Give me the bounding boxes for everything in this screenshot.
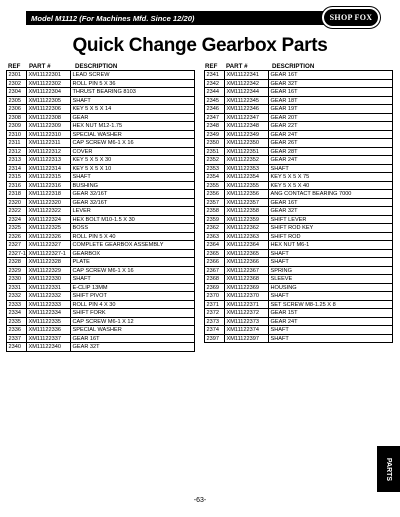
part-number-cell: XM11122302 — [27, 80, 71, 88]
table-row — [7, 182, 195, 191]
ref-cell: 2332 — [7, 292, 27, 300]
table-row — [205, 292, 393, 301]
ref-cell: 2345 — [205, 97, 225, 105]
ref-cell: 2329 — [7, 267, 27, 275]
ref-cell: 2397 — [205, 335, 225, 343]
description-cell: COMPLETE GEARBOX ASSEMBLY — [71, 241, 195, 249]
ref-cell: 2350 — [205, 139, 225, 147]
description-cell: SPECIAL WASHER — [71, 326, 195, 334]
ref-cell: 2313 — [7, 156, 27, 164]
ref-cell: 2326 — [7, 233, 27, 241]
part-number-cell: XM11122366 — [225, 258, 269, 266]
part-number-cell: XM11122344 — [225, 88, 269, 96]
ref-cell: 2357 — [205, 199, 225, 207]
description-cell: SPECIAL WASHER — [71, 131, 195, 139]
description-cell: SHAFT — [71, 275, 195, 283]
table-row — [7, 250, 195, 259]
description-cell: GEARBOX — [71, 250, 195, 258]
table-row — [205, 224, 393, 233]
ref-cell: 2327 — [7, 241, 27, 249]
ref-cell: 2364 — [205, 241, 225, 249]
description-header: DESCRIPTION — [75, 63, 118, 70]
table-row — [7, 284, 195, 293]
description-cell: ROLL PIN 5 X 40 — [71, 233, 195, 241]
part-number-cell: XM11122341 — [225, 71, 269, 79]
table-row — [205, 233, 393, 242]
ref-cell: 2372 — [205, 309, 225, 317]
table-row — [205, 122, 393, 131]
ref-cell: 2366 — [205, 258, 225, 266]
table-row — [205, 148, 393, 157]
table-row — [205, 165, 393, 174]
table-row — [205, 318, 393, 327]
ref-cell: 2333 — [7, 301, 27, 309]
description-cell: HEX NUT M6-1 — [269, 241, 393, 249]
part-number-cell: XM11122337 — [27, 335, 71, 343]
table-row — [205, 275, 393, 284]
description-cell: GEAR 32T — [71, 343, 195, 351]
part-number-cell: XM11122320 — [27, 199, 71, 207]
description-cell: BUSHING — [71, 182, 195, 190]
left-parts-table — [6, 70, 195, 352]
ref-cell: 2347 — [205, 114, 225, 122]
table-row — [7, 131, 195, 140]
description-cell: GEAR 16T — [269, 199, 393, 207]
ref-cell: 2359 — [205, 216, 225, 224]
part-number-cell: XM11122363 — [225, 233, 269, 241]
ref-cell: 2355 — [205, 182, 225, 190]
ref-cell: 2373 — [205, 318, 225, 326]
description-cell: SHAFT — [71, 97, 195, 105]
ref-cell: 2318 — [7, 190, 27, 198]
part-number-cell: XM11122309 — [27, 122, 71, 130]
part-number-cell: XM11122310 — [27, 131, 71, 139]
description-cell: GEAR 16T — [269, 88, 393, 96]
part-number-cell: XM11122340 — [27, 343, 71, 351]
ref-cell: 2327-1 — [8, 250, 26, 257]
shop-fox-logo — [321, 6, 381, 29]
table-row — [7, 267, 195, 276]
ref-cell: 2374 — [205, 326, 225, 334]
description-cell: GEAR 15T — [269, 309, 393, 317]
table-row — [205, 326, 393, 335]
ref-cell: 2342 — [205, 80, 225, 88]
part-number-cell: XM11122327-1 — [27, 250, 71, 258]
part-number-cell: XM11122312 — [27, 148, 71, 156]
ref-cell: 2308 — [7, 114, 27, 122]
part-number-cell: XM11122371 — [225, 301, 269, 309]
description-cell: ANG CONTACT BEARING 7000 — [269, 190, 393, 198]
part-number-cell: XM11122352 — [225, 156, 269, 164]
table-row — [205, 301, 393, 310]
part-number-cell: XM11122301 — [27, 71, 71, 79]
description-cell: SHAFT — [269, 326, 393, 334]
description-cell: GEAR 19T — [269, 105, 393, 113]
ref-cell: 2335 — [7, 318, 27, 326]
table-row — [205, 335, 393, 344]
ref-cell: 2363 — [205, 233, 225, 241]
table-row — [205, 267, 393, 276]
description-cell: CAP SCREW M6-1 X 16 — [71, 267, 195, 275]
ref-cell: 2337 — [7, 335, 27, 343]
description-cell: GEAR 16T — [71, 335, 195, 343]
part-number-cell: XM11122305 — [27, 97, 71, 105]
part-number-cell: XM11122345 — [225, 97, 269, 105]
part-number-cell: XM11122357 — [225, 199, 269, 207]
part-number-cell: XM11122370 — [225, 292, 269, 300]
ref-cell: 2346 — [205, 105, 225, 113]
description-cell: KEY 5 X 5 X 10 — [71, 165, 195, 173]
ref-cell: 2340 — [7, 343, 27, 351]
part-number-cell: XM11122318 — [27, 190, 71, 198]
part-number-cell: XM11122351 — [225, 148, 269, 156]
ref-cell: 2314 — [7, 165, 27, 173]
description-cell: SHIFT LEVER — [269, 216, 393, 224]
ref-cell: 2362 — [205, 224, 225, 232]
table-row — [7, 241, 195, 250]
description-cell: KEY 5 X 5 X 30 — [71, 156, 195, 164]
part-number-cell: XM11122374 — [225, 326, 269, 334]
ref-cell: 2348 — [205, 122, 225, 130]
model-header-text: Model M1112 (For Machines Mfd. Since 12/20) — [31, 13, 195, 23]
part-number-cell: XM11122334 — [27, 309, 71, 317]
ref-cell: 2369 — [205, 284, 225, 292]
description-cell: GEAR 16T — [269, 71, 393, 79]
description-header: DESCRIPTION — [272, 63, 315, 70]
table-row — [205, 88, 393, 97]
description-cell: HOUSING — [269, 284, 393, 292]
table-row — [7, 335, 195, 344]
table-row — [205, 309, 393, 318]
part-number-cell: XM11122362 — [225, 224, 269, 232]
part-number-cell: XM11122316 — [27, 182, 71, 190]
ref-cell: 2358 — [205, 207, 225, 215]
description-cell: GEAR 18T — [269, 97, 393, 105]
description-cell: COVER — [71, 148, 195, 156]
table-row — [7, 301, 195, 310]
ref-header: REF — [8, 63, 21, 70]
part-header: PART # — [29, 63, 51, 70]
side-tab-label: PARTS — [385, 457, 392, 481]
table-row — [205, 250, 393, 259]
description-cell: SHAFT — [269, 292, 393, 300]
description-cell: CAP SCREW M6-1 X 16 — [71, 139, 195, 147]
part-number-cell: XM11122335 — [27, 318, 71, 326]
part-number-cell: XM11122373 — [225, 318, 269, 326]
table-row — [205, 199, 393, 208]
table-row — [7, 80, 195, 89]
part-number-cell: XM11122333 — [27, 301, 71, 309]
ref-cell: 2371 — [205, 301, 225, 309]
parts-section-tab — [377, 446, 400, 492]
table-row — [205, 114, 393, 123]
ref-cell: 2365 — [205, 250, 225, 258]
description-cell: SHAFT — [269, 165, 393, 173]
part-number-cell: XM11122365 — [225, 250, 269, 258]
ref-cell: 2315 — [7, 173, 27, 181]
ref-cell: 2331 — [7, 284, 27, 292]
table-row — [205, 258, 393, 267]
description-cell: GEAR — [71, 114, 195, 122]
ref-cell: 2328 — [7, 258, 27, 266]
part-number-cell: XM11122368 — [225, 275, 269, 283]
description-cell: GEAR 24T — [269, 318, 393, 326]
part-number-cell: XM11122313 — [27, 156, 71, 164]
ref-cell: 2309 — [7, 122, 27, 130]
ref-cell: 2370 — [205, 292, 225, 300]
description-cell: GEAR 32/16T — [71, 199, 195, 207]
description-cell: KEY 5 X 5 X 14 — [71, 105, 195, 113]
part-number-cell: XM11122372 — [225, 309, 269, 317]
part-number-cell: XM11122354 — [225, 173, 269, 181]
table-row — [7, 156, 195, 165]
part-number-cell: XM11122346 — [225, 105, 269, 113]
ref-cell: 2324 — [7, 216, 27, 224]
ref-cell: 2316 — [7, 182, 27, 190]
description-cell: SHAFT — [269, 250, 393, 258]
table-row — [7, 233, 195, 242]
table-row — [7, 190, 195, 199]
ref-cell: 2302 — [7, 80, 27, 88]
ref-cell: 2354 — [205, 173, 225, 181]
ref-cell: 2310 — [7, 131, 27, 139]
part-number-cell: XM11122342 — [225, 80, 269, 88]
part-number-cell: XM11122311 — [27, 139, 71, 147]
description-cell: SHIFT FORK — [71, 309, 195, 317]
ref-cell: 2356 — [205, 190, 225, 198]
description-cell: ROLL PIN 4 X 30 — [71, 301, 195, 309]
part-number-cell: XM11122329 — [27, 267, 71, 275]
part-number-cell: XM11122327 — [27, 241, 71, 249]
description-cell: SHIFT ROD KEY — [269, 224, 393, 232]
table-row — [205, 190, 393, 199]
part-number-cell: XM11122306 — [27, 105, 71, 113]
ref-cell: 2312 — [7, 148, 27, 156]
part-number-cell: XM11122364 — [225, 241, 269, 249]
table-row — [205, 284, 393, 293]
description-cell: SHAFT — [71, 173, 195, 181]
part-number-cell: XM11122324 — [27, 216, 71, 224]
part-header: PART # — [226, 63, 248, 70]
page-number: -63- — [193, 497, 207, 504]
table-row — [7, 275, 195, 284]
ref-cell: 2301 — [7, 71, 27, 79]
table-row — [205, 105, 393, 114]
ref-cell: 2353 — [205, 165, 225, 173]
table-row — [7, 318, 195, 327]
description-cell: GEAR 24T — [269, 131, 393, 139]
table-row — [7, 122, 195, 131]
description-cell: GEAR 20T — [269, 114, 393, 122]
table-row — [7, 292, 195, 301]
ref-cell: 2311 — [7, 139, 27, 147]
table-row — [7, 148, 195, 157]
table-row — [7, 199, 195, 208]
ref-cell: 2336 — [7, 326, 27, 334]
table-row — [205, 241, 393, 250]
description-cell: LEVER — [71, 207, 195, 215]
description-cell: LEAD SCREW — [71, 71, 195, 79]
description-cell: HEX NUT M12-1.75 — [71, 122, 195, 130]
ref-cell: 2367 — [205, 267, 225, 275]
part-number-cell: XM11122348 — [225, 122, 269, 130]
table-row — [7, 216, 195, 225]
ref-cell: 2304 — [7, 88, 27, 96]
table-row — [205, 156, 393, 165]
description-cell: ROLL PIN 5 X 36 — [71, 80, 195, 88]
logo-text: SHOP FOX — [329, 13, 373, 22]
part-number-cell: XM11122355 — [225, 182, 269, 190]
table-row — [7, 224, 195, 233]
part-number-cell: XM11122304 — [27, 88, 71, 96]
description-cell: KEY 5 X 5 X 75 — [269, 173, 393, 181]
ref-cell: 2330 — [7, 275, 27, 283]
part-number-cell: XM11122332 — [27, 292, 71, 300]
table-row — [7, 207, 195, 216]
table-row — [7, 343, 195, 352]
table-row — [205, 131, 393, 140]
part-number-cell: XM11122328 — [27, 258, 71, 266]
ref-cell: 2352 — [205, 156, 225, 164]
part-number-cell: XM11122359 — [225, 216, 269, 224]
table-row — [7, 88, 195, 97]
table-row — [205, 71, 393, 80]
ref-cell: 2334 — [7, 309, 27, 317]
description-cell: HEX BOLT M10-1.5 X 30 — [71, 216, 195, 224]
ref-cell: 2341 — [205, 71, 225, 79]
description-cell: GEAR 28T — [269, 148, 393, 156]
description-cell: GEAR 32T — [269, 207, 393, 215]
description-cell: GEAR 32T — [269, 80, 393, 88]
description-cell: BOSS — [71, 224, 195, 232]
description-cell: E-CLIP 13MM — [71, 284, 195, 292]
ref-header: REF — [205, 63, 218, 70]
description-cell: KEY 5 X 5 X 40 — [269, 182, 393, 190]
table-row — [7, 165, 195, 174]
table-row — [205, 216, 393, 225]
table-row — [7, 71, 195, 80]
ref-cell: 2349 — [205, 131, 225, 139]
description-cell: GEAR 32/16T — [71, 190, 195, 198]
table-row — [7, 173, 195, 182]
part-number-cell: XM11122349 — [225, 131, 269, 139]
ref-cell: 2368 — [205, 275, 225, 283]
logo-badge — [324, 9, 378, 26]
part-number-cell: XM11122326 — [27, 233, 71, 241]
description-cell: GEAR 22T — [269, 122, 393, 130]
table-row — [205, 80, 393, 89]
part-number-cell: XM11122315 — [27, 173, 71, 181]
description-cell: SHIFT ROD — [269, 233, 393, 241]
part-number-cell: XM11122369 — [225, 284, 269, 292]
table-row — [205, 207, 393, 216]
description-cell: CAP SCREW M6-1 X 12 — [71, 318, 195, 326]
part-number-cell: XM11122331 — [27, 284, 71, 292]
header-bar — [26, 11, 368, 25]
part-number-cell: XM11122353 — [225, 165, 269, 173]
part-number-cell: XM11122330 — [27, 275, 71, 283]
part-number-cell: XM11122356 — [225, 190, 269, 198]
description-cell: SHIFT PIVOT — [71, 292, 195, 300]
description-cell: SPRING — [269, 267, 393, 275]
table-row — [7, 97, 195, 106]
description-cell: SHAFT — [269, 335, 393, 343]
table-row — [7, 114, 195, 123]
part-number-cell: XM11122367 — [225, 267, 269, 275]
ref-cell: 2344 — [205, 88, 225, 96]
description-cell: THRUST BEARING 8103 — [71, 88, 195, 96]
description-cell: GEAR 24T — [269, 156, 393, 164]
description-cell: PLATE — [71, 258, 195, 266]
part-number-cell: XM11122322 — [27, 207, 71, 215]
description-cell: SLEEVE — [269, 275, 393, 283]
description-cell: SHAFT — [269, 258, 393, 266]
table-row — [205, 182, 393, 191]
table-row — [7, 258, 195, 267]
table-row — [7, 139, 195, 148]
ref-cell: 2306 — [7, 105, 27, 113]
part-number-cell: XM11122350 — [225, 139, 269, 147]
part-number-cell: XM11122308 — [27, 114, 71, 122]
description-cell: SET SCREW M8-1.25 X 8 — [269, 301, 393, 309]
right-parts-table — [204, 70, 393, 343]
ref-cell: 2351 — [205, 148, 225, 156]
part-number-cell: XM11122325 — [27, 224, 71, 232]
table-row — [205, 173, 393, 182]
table-row — [205, 97, 393, 106]
description-cell: GEAR 26T — [269, 139, 393, 147]
part-number-cell: XM11122314 — [27, 165, 71, 173]
ref-cell: 2325 — [7, 224, 27, 232]
table-row — [7, 326, 195, 335]
ref-cell: 2322 — [7, 207, 27, 215]
part-number-cell: XM11122358 — [225, 207, 269, 215]
table-row — [7, 309, 195, 318]
ref-cell: 2305 — [7, 97, 27, 105]
part-number-cell: XM11122397 — [225, 335, 269, 343]
page-title: Quick Change Gearbox Parts — [72, 35, 328, 56]
table-row — [7, 105, 195, 114]
table-row — [205, 139, 393, 148]
part-number-cell: XM11122336 — [27, 326, 71, 334]
ref-cell: 2320 — [7, 199, 27, 207]
part-number-cell: XM11122347 — [225, 114, 269, 122]
